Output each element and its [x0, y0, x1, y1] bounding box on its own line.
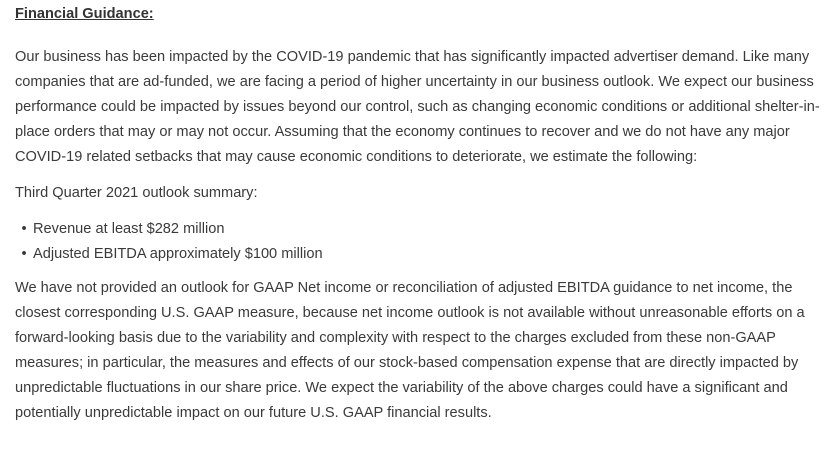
document-body: [15, 2, 827, 437]
outlook-list: [15, 217, 827, 267]
impact-paragraph: Our business has been impacted by the COVID-19 pandemic that has significantly impacted advertiser demand. Like many companies that are ad-funded, we are facing a period of higher uncertainty in our business outlook. We expect our business performance could be impacted by issues beyond our control, such as changing economic conditions or additional shelter-in-place orders that may or may not occur. Assuming that the economy continues to recover and we do not have any major COVID-19 related setbacks that may cause economic conditions to deteriorate, we estimate the following:: [15, 49, 820, 165]
gaap-disclaimer-paragraph: We have not provided an outlook for GAAP Net income or reconciliation of adjusted EBITDA guidance to net income, the closest corresponding U.S. GAAP measure, because net income outlook is not available without unreasonable efforts on a forward-looking basis due to the variability and complexity with respect to the charges excluded from these non-GAAP measures; in particular, the measures and effects of our stock-based compensation expense that are directly impacted by unpredictable fluctuations in our share price. We expect the variability of the above charges could have a significant and potentially unpredictable impact on our future U.S. GAAP financial results.: [15, 280, 805, 421]
bullet-icon: •: [21, 246, 27, 262]
bullet-icon: •: [21, 221, 27, 237]
list-item-text: Revenue at least $282 million: [33, 221, 225, 237]
financial-guidance-heading: Financial Guidance:: [15, 6, 154, 22]
outlook-intro: Third Quarter 2021 outlook summary:: [15, 185, 258, 201]
list-item-text: Adjusted EBITDA approximately $100 million: [33, 246, 323, 262]
list-item: [21, 242, 827, 267]
list-item: [21, 217, 827, 242]
